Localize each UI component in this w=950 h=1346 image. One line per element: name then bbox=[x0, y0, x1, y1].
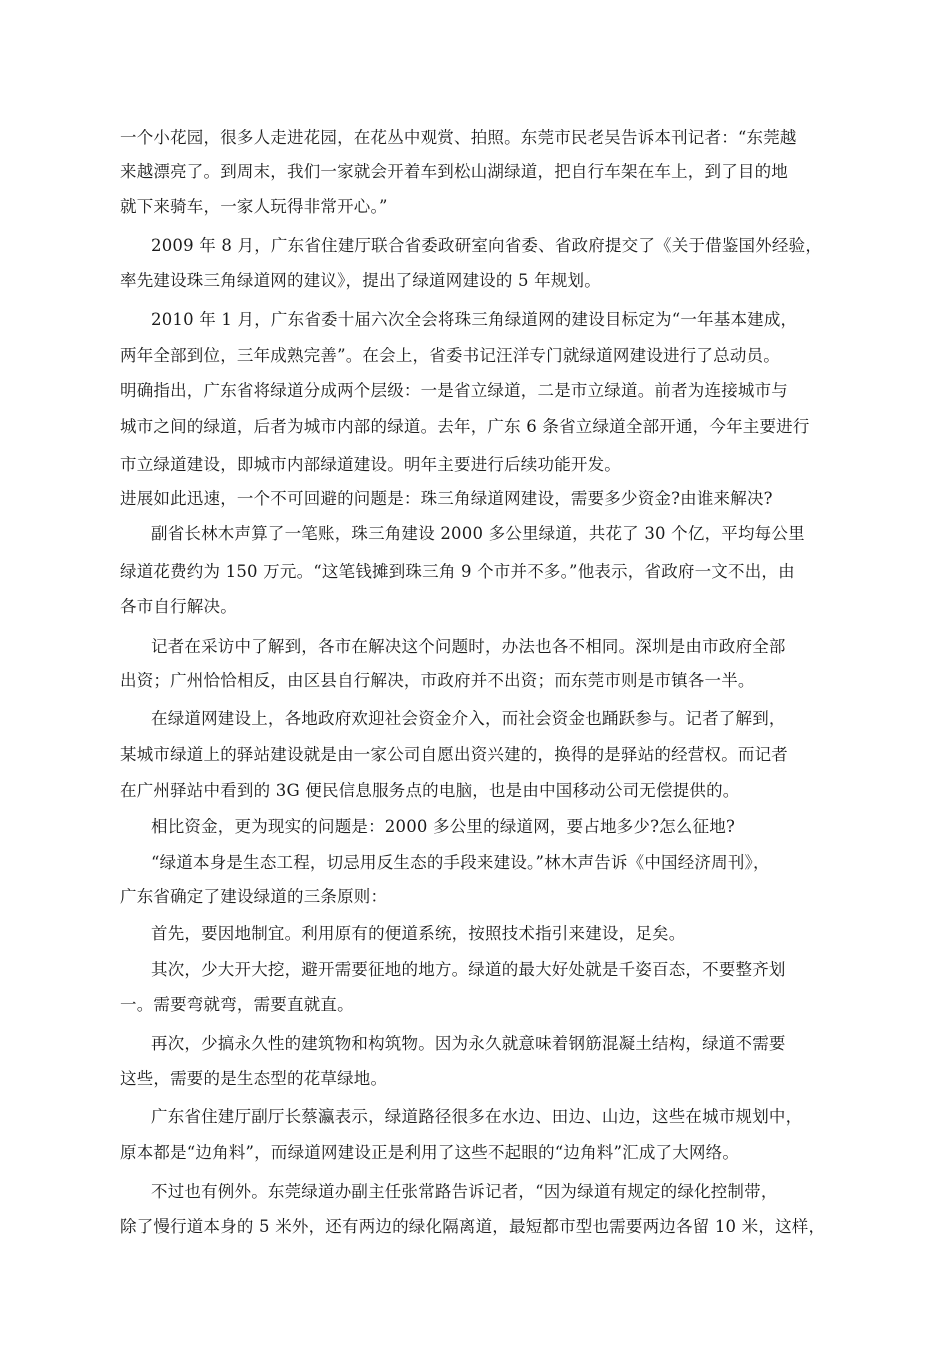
text-line: 来越漂亮了。到周末，我们一家就会开着车到松山湖绿道，把自行车架在车上，到了目的地 bbox=[120, 162, 788, 181]
text-line: 一个小花园，很多人走进花园，在花丛中观赏、拍照。东莞市民老吴告诉本刊记者：“东莞越 bbox=[120, 128, 797, 147]
text-line: 2009 年 8 月，广东省住建厅联合省委政研室向省委、省政府提交了《关于借鉴国外经验， bbox=[151, 236, 823, 255]
text-line: 在广州驿站中看到的 3G 便民信息服务点的电脑，也是由中国移动公司无偿提供的。 bbox=[120, 781, 740, 800]
text-line: 明确指出，广东省将绿道分成两个层级：一是省立绿道，二是市立绿道。前者为连接城市与 bbox=[120, 381, 788, 400]
text-line: 进展如此迅速，一个不可回避的问题是：珠三角绿道网建设，需要多少资金?由谁来解决? bbox=[120, 489, 773, 508]
text-line: 各市自行解决。 bbox=[120, 597, 237, 616]
text-line: 绿道花费约为 150 万元。“这笔钱摊到珠三角 9 个市并不多。”他表示，省政府一文不出，由 bbox=[120, 562, 795, 581]
text-line: 再次，少搞永久性的建筑物和构筑物。因为永久就意味着钢筋混凝土结构，绿道不需要 bbox=[151, 1034, 786, 1053]
text-line: 广东省住建厅副厅长蔡瀛表示，绿道路径很多在水边、田边、山边，这些在城市规划中， bbox=[151, 1107, 803, 1126]
text-line: 其次，少大开大挖，避开需要征地的地方。绿道的最大好处就是千姿百态，不要整齐划 bbox=[151, 960, 786, 979]
text-line: 就下来骑车，一家人玩得非常开心。” bbox=[120, 197, 388, 216]
text-line: 在绿道网建设上，各地政府欢迎社会资金介入，而社会资金也踊跃参与。记者了解到， bbox=[151, 709, 786, 728]
text-line: 原本都是“边角料”，而绿道网建设正是利用了这些不起眼的“边角料”汇成了大网络。 bbox=[120, 1143, 740, 1162]
text-line: 相比资金，更为现实的问题是：2000 多公里的绿道网，要占地多少?怎么征地? bbox=[151, 817, 736, 836]
text-line: 2010 年 1 月，广东省委十届六次全会将珠三角绿道网的建设目标定为“一年基本建成， bbox=[151, 310, 798, 329]
text-line: 除了慢行道本身的 5 米外，还有两边的绿化隔离道，最短都市型也需要两边各留 10 米，这样， bbox=[120, 1217, 826, 1236]
text-line: “绿道本身是生态工程，切忌用反生态的手段来建设。”林木声告诉《中国经济周刊》， bbox=[151, 853, 770, 872]
text-line: 这些，需要的是生态型的花草绿地。 bbox=[120, 1069, 388, 1088]
text-line: 记者在采访中了解到，各市在解决这个问题时，办法也各不相同。深圳是由市政府全部 bbox=[151, 637, 786, 656]
text-line: 首先，要因地制宜。利用原有的便道系统，按照技术指引来建设，足矣。 bbox=[151, 924, 686, 943]
text-line: 出资；广州恰恰相反，由区县自行解决，市政府并不出资；而东莞市则是市镇各一半。 bbox=[120, 671, 755, 690]
text-line: 广东省确定了建设绿道的三条原则： bbox=[120, 887, 388, 906]
text-line: 某城市绿道上的驿站建设就是由一家公司自愿出资兴建的，换得的是驿站的经营权。而记者 bbox=[120, 745, 788, 764]
text-line: 不过也有例外。东莞绿道办副主任张常路告诉记者，“因为绿道有规定的绿化控制带， bbox=[151, 1182, 778, 1201]
text-line: 市立绿道建设，即城市内部绿道建设。明年主要进行后续功能开发。 bbox=[120, 455, 621, 474]
text-line: 一。需要弯就弯，需要直就直。 bbox=[120, 995, 354, 1014]
text-line: 城市之间的绿道，后者为城市内部的绿道。去年，广东 6 条省立绿道全部开通，今年主要进行 bbox=[120, 417, 810, 436]
text-line: 两年全部到位，三年成熟完善”。在会上，省委书记汪洋专门就绿道网建设进行了总动员。 bbox=[120, 346, 780, 365]
text-line: 副省长林木声算了一笔账，珠三角建设 2000 多公里绿道，共花了 30 个亿，平均每公里 bbox=[151, 524, 805, 543]
text-line: 率先建设珠三角绿道网的建议》，提出了绿道网建设的 5 年规划。 bbox=[120, 271, 601, 290]
